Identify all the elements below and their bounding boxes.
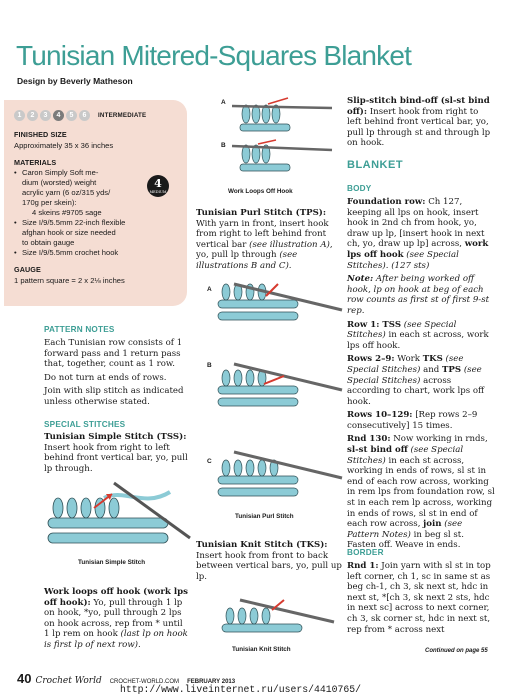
material-item: • Caron Simply Soft me- dium (worsted) weight acrylic yarn (6 oz/315 yds/ 170g per skein): 4 skeins #9705 sage xyxy=(14,168,134,218)
row-1: Row 1: TSS (see Special Stitches) in each st across, work lps off hook. xyxy=(347,319,489,351)
skill-level-2: 2 xyxy=(27,110,38,121)
materials-heading: MATERIALS xyxy=(14,158,57,167)
rows-10-129: Rows 10–129: [Rep rows 2–9 consecutively] 15 times. xyxy=(347,410,478,431)
material-item: • Size I/9/5.5mm 22-inch flexible afghan hook or size needed to obtain gauge xyxy=(14,218,182,248)
medium-yarn-weight-icon: 4 MEDIUM xyxy=(147,175,169,197)
body-instructions xyxy=(347,197,495,554)
tss-caption: Tunisian Simple Stitch xyxy=(78,559,146,566)
border-round-1: Rnd 1: Join yarn with sl st in top left corner, ch 1, sc in same st as beg ch-1, ch 3, sk next st, hdc in next st, *[ch 3, sk next 2 sts, hdc in next sc] across to next corner, ch 3, sk corner st, hdc in next st, rep from * across next xyxy=(347,561,491,635)
tps-definition: Tunisian Purl Stitch (TPS): With yarn in front, insert hook from right to left behind front vertical bar (see illustration A), yo, pull lp through (see illustrations B and C). xyxy=(196,208,333,271)
skill-level-4: 4 xyxy=(53,110,64,121)
label-b: B xyxy=(221,142,226,149)
page-number: 40 xyxy=(17,671,32,686)
tks-definition: Tunisian Knit Stitch (TKS): Insert hook from front to back between vertical bars, yo, pull up lp. xyxy=(196,540,342,582)
label-b: B xyxy=(207,362,212,369)
designer-byline xyxy=(17,76,133,86)
issue-date: FEBRUARY 2013 xyxy=(187,679,236,685)
continued-note: Continued on page 55 xyxy=(425,648,488,654)
tks-caption: Tunisian Knit Stitch xyxy=(232,646,291,653)
page-title: Tunisian Mitered-Squares Blanket xyxy=(16,40,412,71)
magazine-name: Crochet World xyxy=(35,676,102,686)
gauge-heading: GAUGE xyxy=(14,265,41,274)
tunisian-knit-stitch-illustration xyxy=(218,594,338,644)
pattern-notes-heading: PATTERN NOTES xyxy=(44,325,115,334)
designer-name: Beverly Matheson xyxy=(59,76,133,86)
skill-level-3: 3 xyxy=(40,110,51,121)
note: Note: After being worked off hook, lp on hook at beg of each row counts as first st of first 9-st rep. xyxy=(347,274,490,316)
label-a: A xyxy=(221,99,226,106)
blanket-heading: BLANKET xyxy=(347,159,404,171)
magazine-url: CROCHET-WORLD.COM xyxy=(109,679,180,685)
pattern-notes xyxy=(44,338,190,411)
note-paragraph: Join with slip stitch as indicated unless otherwise stated. xyxy=(44,386,184,407)
skill-level-6: 6 xyxy=(79,110,90,121)
tunisian-purl-stitch-illustration xyxy=(214,280,346,510)
foundation-row: Foundation row: Ch 127, keeping all lps on hook, insert hook in 2nd ch from hook, yo, draw up lp, [insert hook in next ch, yo, draw up lp] across, work lps off hook (see Special Stitches). (127 sts) xyxy=(347,197,489,271)
materials-list xyxy=(14,168,134,258)
work-loops-off-caption: Work Loops Off Hook xyxy=(228,188,293,195)
skill-level-5: 5 xyxy=(66,110,77,121)
byline-prefix: Design by xyxy=(17,76,60,86)
round-130: Rnd 130: Now working in rnds, sl-st bind off (see Special Stitches) in each st across, working in ends of rows, sl st in end of each row across, working in rem lps from foundation row, sl st in each rem lp across, working in ends of rows, sl st in end of each row across, join (see Pattern Notes) in beg sl st. Fasten off. Weave in ends. xyxy=(347,434,495,551)
skill-level-1: 1 xyxy=(14,110,25,121)
tunisian-simple-stitch-illustration xyxy=(44,478,194,556)
rows-2-9: Rows 2–9: Work TKS (see Special Stitches) and TPS (see Special Stitches) across according to chart, work lps off hook. xyxy=(347,354,485,407)
material-item: • Size I/9/5.5mm crochet hook xyxy=(14,248,182,258)
tss-definition: Tunisian Simple Stitch (TSS): Insert hook from right to left behind front vertical bar, yo, pull lp through. xyxy=(44,432,188,474)
body-heading: BODY xyxy=(347,184,372,193)
label-a: A xyxy=(207,286,212,293)
work-loops-off-definition: Work loops off hook (work lps off hook): Yo, pull through 1 lp on hook, *yo, pull through 2 lps on hook across, rep from * until 1 lp rem on hook (last lp on hook is first lp of next row). xyxy=(44,587,188,650)
work-loops-off-illustration xyxy=(228,96,338,176)
finished-size-heading: FINISHED SIZE xyxy=(14,130,67,139)
skill-level-indicator xyxy=(14,110,180,121)
finished-size-value: Approximately 35 x 36 inches xyxy=(14,141,114,150)
note-paragraph: Do not turn at ends of rows. xyxy=(44,372,167,383)
note-paragraph: Each Tunisian row consists of 1 forward pass and 1 return pass that, together, count as 1 row. xyxy=(44,338,183,370)
tps-caption: Tunisian Purl Stitch xyxy=(235,513,294,520)
gauge-value: 1 pattern square = 2 x 2⅛ inches xyxy=(14,276,125,285)
skill-level-label: INTERMEDIATE xyxy=(98,111,147,119)
border-heading: BORDER xyxy=(347,548,384,557)
watermark-url: http://www.liveinternet.ru/users/4410765/ xyxy=(120,684,362,695)
special-stitches-heading: SPECIAL STITCHES xyxy=(44,420,126,429)
label-c: C xyxy=(207,458,212,465)
info-sidebar xyxy=(4,100,187,306)
bindoff-definition: Slip-stitch bind-off (sl-st bind off): Insert hook from right to left behind front vertical bar, yo, pull lp through st and through lp on hook. xyxy=(347,96,491,149)
